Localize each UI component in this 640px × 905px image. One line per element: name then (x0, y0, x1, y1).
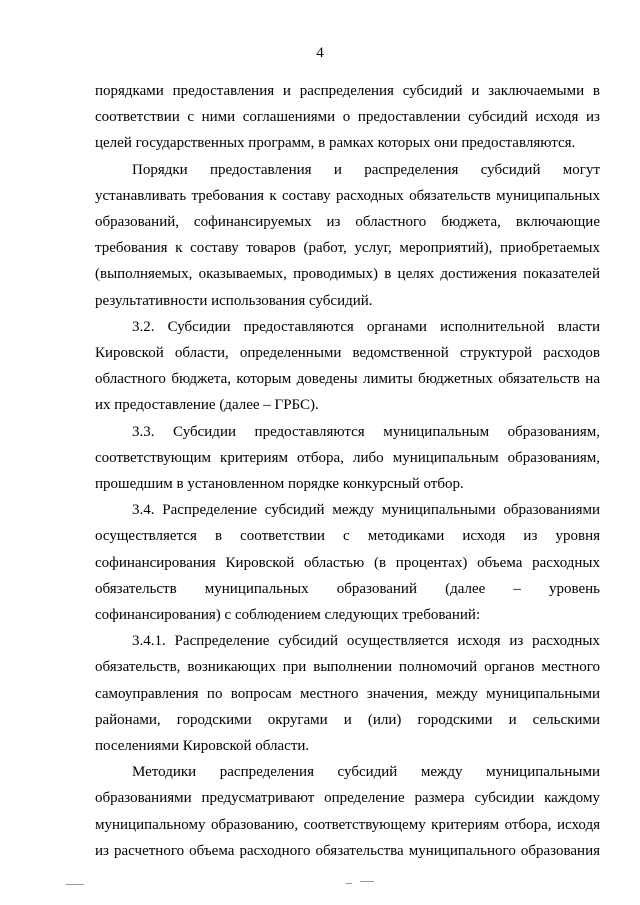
text-line: образований, софинансируемых из областного бюджета, включающие (95, 214, 600, 231)
text-line: образованиями предусматривают определение размера субсидии каждому (95, 790, 600, 807)
text-line: прошедшим в установленном порядке конкурсный отбор. (95, 476, 464, 493)
scan-artifact (346, 883, 352, 884)
text-line: требования к составу товаров (работ, услуг, мероприятий), приобретаемых (95, 240, 600, 257)
document-body (95, 78, 600, 864)
text-line: Кировской области, определенными ведомственной структурой расходов (95, 345, 600, 362)
text-line: Порядки предоставления и распределения субсидий могут (132, 161, 600, 178)
methodology-paragraph (95, 759, 600, 864)
text-line: муниципальному образованию, соответствующему критериям отбора, исходя (95, 816, 600, 833)
text-line: 3.4.1. Распределение субсидий осуществляется исходя из расходных (132, 633, 600, 650)
text-line: софинансирования) с соблюдением следующих требований: (95, 607, 481, 624)
text-line: областного бюджета, которым доведены лимиты бюджетных обязательств на (95, 371, 600, 388)
text-line: соответствующим критериям отбора, либо муниципальным образованиям, (95, 449, 600, 466)
text-line: устанавливать требования к составу расходных обязательств муниципальных (95, 187, 600, 204)
section-3-3-paragraph (95, 419, 600, 498)
text-line: соответствии с ними соглашениями о предоставлении субсидий исходя из (95, 109, 600, 126)
scan-artifact (360, 881, 374, 882)
page-number: 4 (316, 45, 324, 61)
text-line: обязательств муниципальных образований (далее – уровень (95, 580, 600, 597)
text-line: осуществляется в соответствии с методиками исходя из уровня (95, 528, 600, 545)
text-line: результативности использования субсидий. (95, 292, 373, 309)
text-line: из расчетного объема расходного обязательства муниципального образования (95, 842, 600, 859)
text-line: порядками предоставления и распределения субсидий и заключаемыми в (95, 83, 600, 99)
text-line: обязательств, возникающих при выполнении полномочий органов местного (95, 659, 600, 676)
text-line: районами, городскими округами и (или) городскими и сельскими (95, 711, 600, 728)
text-line: их предоставление (далее – ГРБС). (95, 397, 319, 414)
text-line: (выполняемых, оказываемых, проводимых) в целях достижения показателей (95, 266, 600, 283)
scan-artifact (66, 884, 84, 885)
text-line: софинансирования Кировской областью (в процентах) объема расходных (95, 554, 600, 571)
intro-continuation-paragraph (95, 78, 600, 157)
text-line: 3.2. Субсидии предоставляются органами исполнительной власти (132, 318, 600, 335)
text-line: 3.4. Распределение субсидий между муниципальными образованиями (132, 502, 600, 519)
procedures-paragraph (95, 157, 600, 314)
text-line: целей государственных программ, в рамках которых они предоставляются. (95, 135, 576, 152)
text-line: поселениями Кировской области. (95, 738, 310, 755)
section-3-4-paragraph (95, 497, 600, 628)
text-line: 3.3. Субсидии предоставляются муниципальным образованиям, (132, 423, 600, 440)
section-3-2-paragraph (95, 314, 600, 419)
text-line: самоуправления по вопросам местного значения, между муниципальными (95, 685, 600, 702)
section-3-4-1-paragraph (95, 628, 600, 759)
text-line: Методики распределения субсидий между муниципальными (132, 764, 600, 781)
